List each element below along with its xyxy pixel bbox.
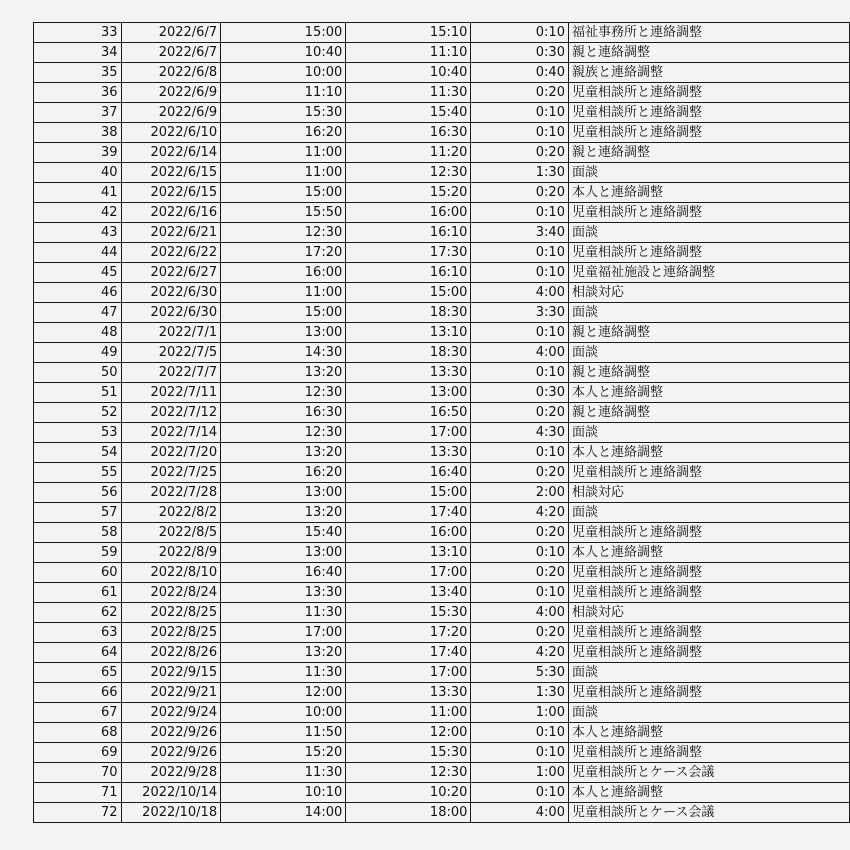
content-cell: 相談対応: [568, 603, 849, 623]
content-cell: 面談: [568, 343, 849, 363]
duration-cell: 0:20: [471, 403, 569, 423]
date-cell: 2022/8/25: [121, 603, 221, 623]
date-cell: 2022/6/15: [121, 183, 221, 203]
end-time-cell: 17:00: [346, 663, 471, 683]
table-row: [34, 403, 850, 423]
content-cell: 児童相談所と連絡調整: [568, 623, 849, 643]
start-time-cell: 11:50: [221, 723, 346, 743]
row-number-cell: 58: [34, 523, 122, 543]
start-time-cell: 15:00: [221, 183, 346, 203]
content-cell: 児童相談所とケース会議: [568, 763, 849, 783]
end-time-cell: 15:30: [346, 743, 471, 763]
content-cell: 児童相談所と連絡調整: [568, 743, 849, 763]
date-cell: 2022/7/14: [121, 423, 221, 443]
row-number-cell: 43: [34, 223, 122, 243]
duration-cell: 0:20: [471, 623, 569, 643]
duration-cell: 0:10: [471, 203, 569, 223]
row-number-cell: 42: [34, 203, 122, 223]
content-cell: 児童相談所と連絡調整: [568, 243, 849, 263]
table-row: [34, 103, 850, 123]
date-cell: 2022/6/30: [121, 303, 221, 323]
duration-cell: 0:40: [471, 63, 569, 83]
start-time-cell: 15:00: [221, 303, 346, 323]
end-time-cell: 13:30: [346, 363, 471, 383]
table-row: [34, 623, 850, 643]
duration-cell: 4:20: [471, 643, 569, 663]
end-time-cell: 15:20: [346, 183, 471, 203]
date-cell: 2022/10/18: [121, 803, 221, 823]
end-time-cell: 10:40: [346, 63, 471, 83]
table-row: [34, 143, 850, 163]
end-time-cell: 10:20: [346, 783, 471, 803]
duration-cell: 0:10: [471, 743, 569, 763]
table-row: [34, 343, 850, 363]
row-number-cell: 37: [34, 103, 122, 123]
table-row: [34, 383, 850, 403]
start-time-cell: 14:30: [221, 343, 346, 363]
end-time-cell: 17:30: [346, 243, 471, 263]
row-number-cell: 50: [34, 363, 122, 383]
start-time-cell: 12:30: [221, 423, 346, 443]
table-row: [34, 123, 850, 143]
content-cell: 児童相談所と連絡調整: [568, 523, 849, 543]
content-cell: 本人と連絡調整: [568, 443, 849, 463]
table-row: [34, 23, 850, 43]
start-time-cell: 15:30: [221, 103, 346, 123]
duration-cell: 0:20: [471, 463, 569, 483]
start-time-cell: 15:20: [221, 743, 346, 763]
table-row: [34, 263, 850, 283]
duration-cell: 5:30: [471, 663, 569, 683]
content-cell: 児童相談所とケース会議: [568, 803, 849, 823]
content-cell: 親と連絡調整: [568, 363, 849, 383]
end-time-cell: 15:10: [346, 23, 471, 43]
table-row: [34, 83, 850, 103]
table-row: [34, 363, 850, 383]
row-number-cell: 56: [34, 483, 122, 503]
table-row: [34, 503, 850, 523]
end-time-cell: 12:30: [346, 763, 471, 783]
date-cell: 2022/6/7: [121, 43, 221, 63]
content-cell: 児童相談所と連絡調整: [568, 643, 849, 663]
date-cell: 2022/8/10: [121, 563, 221, 583]
date-cell: 2022/6/16: [121, 203, 221, 223]
content-cell: 本人と連絡調整: [568, 783, 849, 803]
table-row: [34, 243, 850, 263]
start-time-cell: 13:20: [221, 643, 346, 663]
table-row: [34, 643, 850, 663]
end-time-cell: 11:00: [346, 703, 471, 723]
table-row: [34, 323, 850, 343]
row-number-cell: 66: [34, 683, 122, 703]
end-time-cell: 16:00: [346, 523, 471, 543]
content-cell: 児童相談所と連絡調整: [568, 563, 849, 583]
date-cell: 2022/6/30: [121, 283, 221, 303]
content-cell: 児童相談所と連絡調整: [568, 83, 849, 103]
date-cell: 2022/9/24: [121, 703, 221, 723]
row-number-cell: 59: [34, 543, 122, 563]
duration-cell: 0:10: [471, 723, 569, 743]
table-row: [34, 463, 850, 483]
date-cell: 2022/7/25: [121, 463, 221, 483]
content-cell: 本人と連絡調整: [568, 183, 849, 203]
duration-cell: 0:10: [471, 23, 569, 43]
content-cell: 児童福祉施設と連絡調整: [568, 263, 849, 283]
start-time-cell: 16:40: [221, 563, 346, 583]
start-time-cell: 13:00: [221, 323, 346, 343]
duration-cell: 0:10: [471, 783, 569, 803]
content-cell: 相談対応: [568, 283, 849, 303]
end-time-cell: 16:00: [346, 203, 471, 223]
start-time-cell: 13:30: [221, 583, 346, 603]
duration-cell: 0:10: [471, 243, 569, 263]
row-number-cell: 63: [34, 623, 122, 643]
date-cell: 2022/7/7: [121, 363, 221, 383]
date-cell: 2022/7/1: [121, 323, 221, 343]
row-number-cell: 47: [34, 303, 122, 323]
end-time-cell: 13:00: [346, 383, 471, 403]
row-number-cell: 45: [34, 263, 122, 283]
start-time-cell: 14:00: [221, 803, 346, 823]
date-cell: 2022/7/12: [121, 403, 221, 423]
start-time-cell: 15:00: [221, 23, 346, 43]
row-number-cell: 72: [34, 803, 122, 823]
row-number-cell: 65: [34, 663, 122, 683]
start-time-cell: 12:00: [221, 683, 346, 703]
row-number-cell: 60: [34, 563, 122, 583]
table-body: [34, 23, 850, 823]
start-time-cell: 16:00: [221, 263, 346, 283]
row-number-cell: 68: [34, 723, 122, 743]
date-cell: 2022/6/10: [121, 123, 221, 143]
table-row: [34, 783, 850, 803]
end-time-cell: 18:00: [346, 803, 471, 823]
date-cell: 2022/7/28: [121, 483, 221, 503]
row-number-cell: 51: [34, 383, 122, 403]
start-time-cell: 11:00: [221, 283, 346, 303]
duration-cell: 3:30: [471, 303, 569, 323]
content-cell: 面談: [568, 223, 849, 243]
date-cell: 2022/6/21: [121, 223, 221, 243]
duration-cell: 1:30: [471, 683, 569, 703]
end-time-cell: 16:40: [346, 463, 471, 483]
end-time-cell: 11:10: [346, 43, 471, 63]
content-cell: 親と連絡調整: [568, 43, 849, 63]
table-row: [34, 663, 850, 683]
row-number-cell: 38: [34, 123, 122, 143]
start-time-cell: 12:30: [221, 383, 346, 403]
row-number-cell: 36: [34, 83, 122, 103]
content-cell: 面談: [568, 163, 849, 183]
duration-cell: 0:10: [471, 583, 569, 603]
table-row: [34, 563, 850, 583]
end-time-cell: 18:30: [346, 303, 471, 323]
row-number-cell: 34: [34, 43, 122, 63]
end-time-cell: 15:00: [346, 283, 471, 303]
content-cell: 福祉事務所と連絡調整: [568, 23, 849, 43]
table-row: [34, 163, 850, 183]
content-cell: 本人と連絡調整: [568, 383, 849, 403]
duration-cell: 4:20: [471, 503, 569, 523]
row-number-cell: 69: [34, 743, 122, 763]
date-cell: 2022/6/8: [121, 63, 221, 83]
date-cell: 2022/9/15: [121, 663, 221, 683]
date-cell: 2022/9/26: [121, 743, 221, 763]
duration-cell: 1:30: [471, 163, 569, 183]
date-cell: 2022/8/25: [121, 623, 221, 643]
duration-cell: 3:40: [471, 223, 569, 243]
end-time-cell: 17:20: [346, 623, 471, 643]
table-row: [34, 43, 850, 63]
table-row: [34, 723, 850, 743]
end-time-cell: 11:30: [346, 83, 471, 103]
table-row: [34, 523, 850, 543]
activity-log-table: [33, 22, 850, 823]
start-time-cell: 10:00: [221, 63, 346, 83]
date-cell: 2022/10/14: [121, 783, 221, 803]
duration-cell: 0:10: [471, 543, 569, 563]
start-time-cell: 13:00: [221, 483, 346, 503]
table-row: [34, 763, 850, 783]
start-time-cell: 11:00: [221, 163, 346, 183]
end-time-cell: 17:00: [346, 563, 471, 583]
date-cell: 2022/9/26: [121, 723, 221, 743]
row-number-cell: 49: [34, 343, 122, 363]
start-time-cell: 10:00: [221, 703, 346, 723]
duration-cell: 0:30: [471, 383, 569, 403]
table-row: [34, 743, 850, 763]
end-time-cell: 17:40: [346, 643, 471, 663]
duration-cell: 0:20: [471, 183, 569, 203]
date-cell: 2022/6/7: [121, 23, 221, 43]
end-time-cell: 12:30: [346, 163, 471, 183]
row-number-cell: 53: [34, 423, 122, 443]
end-time-cell: 13:40: [346, 583, 471, 603]
start-time-cell: 13:00: [221, 543, 346, 563]
table-row: [34, 603, 850, 623]
start-time-cell: 13:20: [221, 503, 346, 523]
date-cell: 2022/8/24: [121, 583, 221, 603]
start-time-cell: 11:00: [221, 143, 346, 163]
table-row: [34, 483, 850, 503]
date-cell: 2022/8/2: [121, 503, 221, 523]
content-cell: 親と連絡調整: [568, 403, 849, 423]
start-time-cell: 12:30: [221, 223, 346, 243]
duration-cell: 4:00: [471, 803, 569, 823]
duration-cell: 0:10: [471, 443, 569, 463]
date-cell: 2022/7/5: [121, 343, 221, 363]
table-row: [34, 583, 850, 603]
row-number-cell: 44: [34, 243, 122, 263]
duration-cell: 4:00: [471, 283, 569, 303]
content-cell: 本人と連絡調整: [568, 723, 849, 743]
row-number-cell: 52: [34, 403, 122, 423]
table-row: [34, 683, 850, 703]
duration-cell: 4:30: [471, 423, 569, 443]
table-row: [34, 63, 850, 83]
start-time-cell: 11:30: [221, 663, 346, 683]
table-row: [34, 283, 850, 303]
duration-cell: 4:00: [471, 343, 569, 363]
start-time-cell: 15:50: [221, 203, 346, 223]
end-time-cell: 11:20: [346, 143, 471, 163]
row-number-cell: 57: [34, 503, 122, 523]
duration-cell: 0:10: [471, 263, 569, 283]
date-cell: 2022/6/9: [121, 103, 221, 123]
end-time-cell: 13:30: [346, 683, 471, 703]
start-time-cell: 13:20: [221, 363, 346, 383]
row-number-cell: 71: [34, 783, 122, 803]
table-row: [34, 423, 850, 443]
start-time-cell: 11:10: [221, 83, 346, 103]
table-row: [34, 203, 850, 223]
start-time-cell: 15:40: [221, 523, 346, 543]
date-cell: 2022/9/28: [121, 763, 221, 783]
row-number-cell: 55: [34, 463, 122, 483]
table-row: [34, 223, 850, 243]
start-time-cell: 16:30: [221, 403, 346, 423]
row-number-cell: 64: [34, 643, 122, 663]
table-row: [34, 443, 850, 463]
date-cell: 2022/6/15: [121, 163, 221, 183]
row-number-cell: 33: [34, 23, 122, 43]
date-cell: 2022/7/11: [121, 383, 221, 403]
table-row: [34, 543, 850, 563]
end-time-cell: 13:10: [346, 323, 471, 343]
content-cell: 児童相談所と連絡調整: [568, 583, 849, 603]
start-time-cell: 11:30: [221, 603, 346, 623]
table-row: [34, 183, 850, 203]
row-number-cell: 67: [34, 703, 122, 723]
content-cell: 本人と連絡調整: [568, 543, 849, 563]
duration-cell: 0:20: [471, 563, 569, 583]
date-cell: 2022/6/14: [121, 143, 221, 163]
row-number-cell: 54: [34, 443, 122, 463]
duration-cell: 1:00: [471, 703, 569, 723]
content-cell: 親族と連絡調整: [568, 63, 849, 83]
end-time-cell: 17:40: [346, 503, 471, 523]
duration-cell: 0:30: [471, 43, 569, 63]
row-number-cell: 62: [34, 603, 122, 623]
duration-cell: 0:10: [471, 363, 569, 383]
duration-cell: 4:00: [471, 603, 569, 623]
start-time-cell: 17:00: [221, 623, 346, 643]
start-time-cell: 11:30: [221, 763, 346, 783]
end-time-cell: 16:30: [346, 123, 471, 143]
duration-cell: 0:20: [471, 83, 569, 103]
content-cell: 面談: [568, 303, 849, 323]
row-number-cell: 40: [34, 163, 122, 183]
table-row: [34, 803, 850, 823]
content-cell: 親と連絡調整: [568, 323, 849, 343]
row-number-cell: 35: [34, 63, 122, 83]
duration-cell: 0:10: [471, 103, 569, 123]
start-time-cell: 16:20: [221, 123, 346, 143]
content-cell: 面談: [568, 663, 849, 683]
row-number-cell: 70: [34, 763, 122, 783]
content-cell: 面談: [568, 503, 849, 523]
duration-cell: 1:00: [471, 763, 569, 783]
date-cell: 2022/7/20: [121, 443, 221, 463]
table-row: [34, 703, 850, 723]
start-time-cell: 17:20: [221, 243, 346, 263]
start-time-cell: 10:10: [221, 783, 346, 803]
end-time-cell: 18:30: [346, 343, 471, 363]
end-time-cell: 16:10: [346, 223, 471, 243]
date-cell: 2022/6/9: [121, 83, 221, 103]
content-cell: 児童相談所と連絡調整: [568, 463, 849, 483]
content-cell: 児童相談所と連絡調整: [568, 123, 849, 143]
row-number-cell: 39: [34, 143, 122, 163]
duration-cell: 0:10: [471, 123, 569, 143]
end-time-cell: 12:00: [346, 723, 471, 743]
content-cell: 面談: [568, 703, 849, 723]
end-time-cell: 15:00: [346, 483, 471, 503]
content-cell: 面談: [568, 423, 849, 443]
date-cell: 2022/8/5: [121, 523, 221, 543]
content-cell: 相談対応: [568, 483, 849, 503]
date-cell: 2022/8/26: [121, 643, 221, 663]
table-row: [34, 303, 850, 323]
end-time-cell: 17:00: [346, 423, 471, 443]
duration-cell: 0:10: [471, 323, 569, 343]
end-time-cell: 16:10: [346, 263, 471, 283]
date-cell: 2022/8/9: [121, 543, 221, 563]
row-number-cell: 41: [34, 183, 122, 203]
date-cell: 2022/6/22: [121, 243, 221, 263]
content-cell: 児童相談所と連絡調整: [568, 203, 849, 223]
start-time-cell: 10:40: [221, 43, 346, 63]
content-cell: 児童相談所と連絡調整: [568, 683, 849, 703]
start-time-cell: 13:20: [221, 443, 346, 463]
end-time-cell: 13:30: [346, 443, 471, 463]
row-number-cell: 48: [34, 323, 122, 343]
end-time-cell: 13:10: [346, 543, 471, 563]
date-cell: 2022/6/27: [121, 263, 221, 283]
start-time-cell: 16:20: [221, 463, 346, 483]
end-time-cell: 15:40: [346, 103, 471, 123]
content-cell: 親と連絡調整: [568, 143, 849, 163]
row-number-cell: 46: [34, 283, 122, 303]
duration-cell: 0:20: [471, 143, 569, 163]
content-cell: 児童相談所と連絡調整: [568, 103, 849, 123]
end-time-cell: 15:30: [346, 603, 471, 623]
row-number-cell: 61: [34, 583, 122, 603]
date-cell: 2022/9/21: [121, 683, 221, 703]
duration-cell: 2:00: [471, 483, 569, 503]
end-time-cell: 16:50: [346, 403, 471, 423]
duration-cell: 0:20: [471, 523, 569, 543]
